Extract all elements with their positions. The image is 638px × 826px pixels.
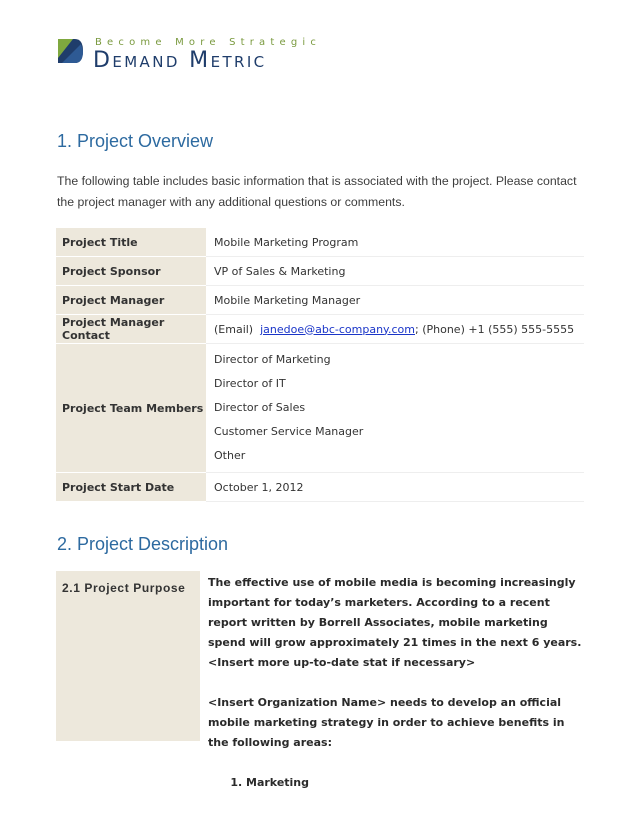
row-value: October 1, 2012 <box>206 473 584 502</box>
team-member: Director of IT <box>214 377 286 390</box>
row-label: Project Sponsor <box>56 257 206 286</box>
table-row <box>56 286 584 315</box>
list-item: 1. Marketing <box>246 773 588 793</box>
table-row <box>56 228 584 257</box>
team-member: Other <box>214 449 246 462</box>
table-row <box>56 473 584 502</box>
demand-metric-logo-icon <box>55 36 85 66</box>
row-value: VP of Sales & Marketing <box>206 257 584 286</box>
purpose-paragraph: <Insert Organization Name> needs to develop an official mobile marketing strategy in order to achieve benefits in the following areas: <box>208 696 565 749</box>
row-value: Mobile Marketing Program <box>206 228 584 257</box>
row-label: Project Manager Contact <box>56 315 206 344</box>
logo-brand-text: Demand Metric <box>93 48 267 73</box>
email-prefix: (Email) <box>214 322 254 336</box>
team-member: Director of Marketing <box>214 353 331 366</box>
email-link[interactable]: janedoe@abc-company.com <box>260 322 415 336</box>
row-label: Project Manager <box>56 286 206 315</box>
team-member: Director of Sales <box>214 401 306 414</box>
row-label: Project Start Date <box>56 473 206 502</box>
phone-text: ; (Phone) +1 (555) 555-5555 <box>415 322 575 336</box>
section-title-overview: 1. Project Overview <box>57 131 214 151</box>
overview-intro: The following table includes basic information that is associated with the project. Please contact the project manager with any additional questions or comments. <box>57 174 577 209</box>
logo-brand <box>93 48 267 73</box>
team-members <box>206 344 584 473</box>
table-row-contact <box>56 315 584 344</box>
row-label: Project Title <box>56 228 206 257</box>
logo-tagline: Become More Strategic <box>95 37 322 48</box>
row-label: Project Team Members <box>56 344 206 473</box>
table-row-team <box>56 344 584 473</box>
row-value: Mobile Marketing Manager <box>206 286 584 315</box>
purpose-body <box>208 573 588 793</box>
logo <box>55 34 322 73</box>
purpose-list <box>208 773 588 793</box>
contact-value <box>206 315 584 344</box>
purpose-paragraph: The effective use of mobile media is becoming increasingly important for today’s marketers. According to a recent report written by Borrell Associates, mobile marketing spend will grow approximately 21 times in the next 6 years. <Insert more up-to-date stat if necessary> <box>208 576 582 669</box>
team-member: Customer Service Manager <box>214 425 364 438</box>
overview-table <box>56 228 584 502</box>
purpose-label: 2.1 Project Purpose <box>56 571 200 741</box>
table-row <box>56 257 584 286</box>
section-title-description: 2. Project Description <box>57 534 229 554</box>
